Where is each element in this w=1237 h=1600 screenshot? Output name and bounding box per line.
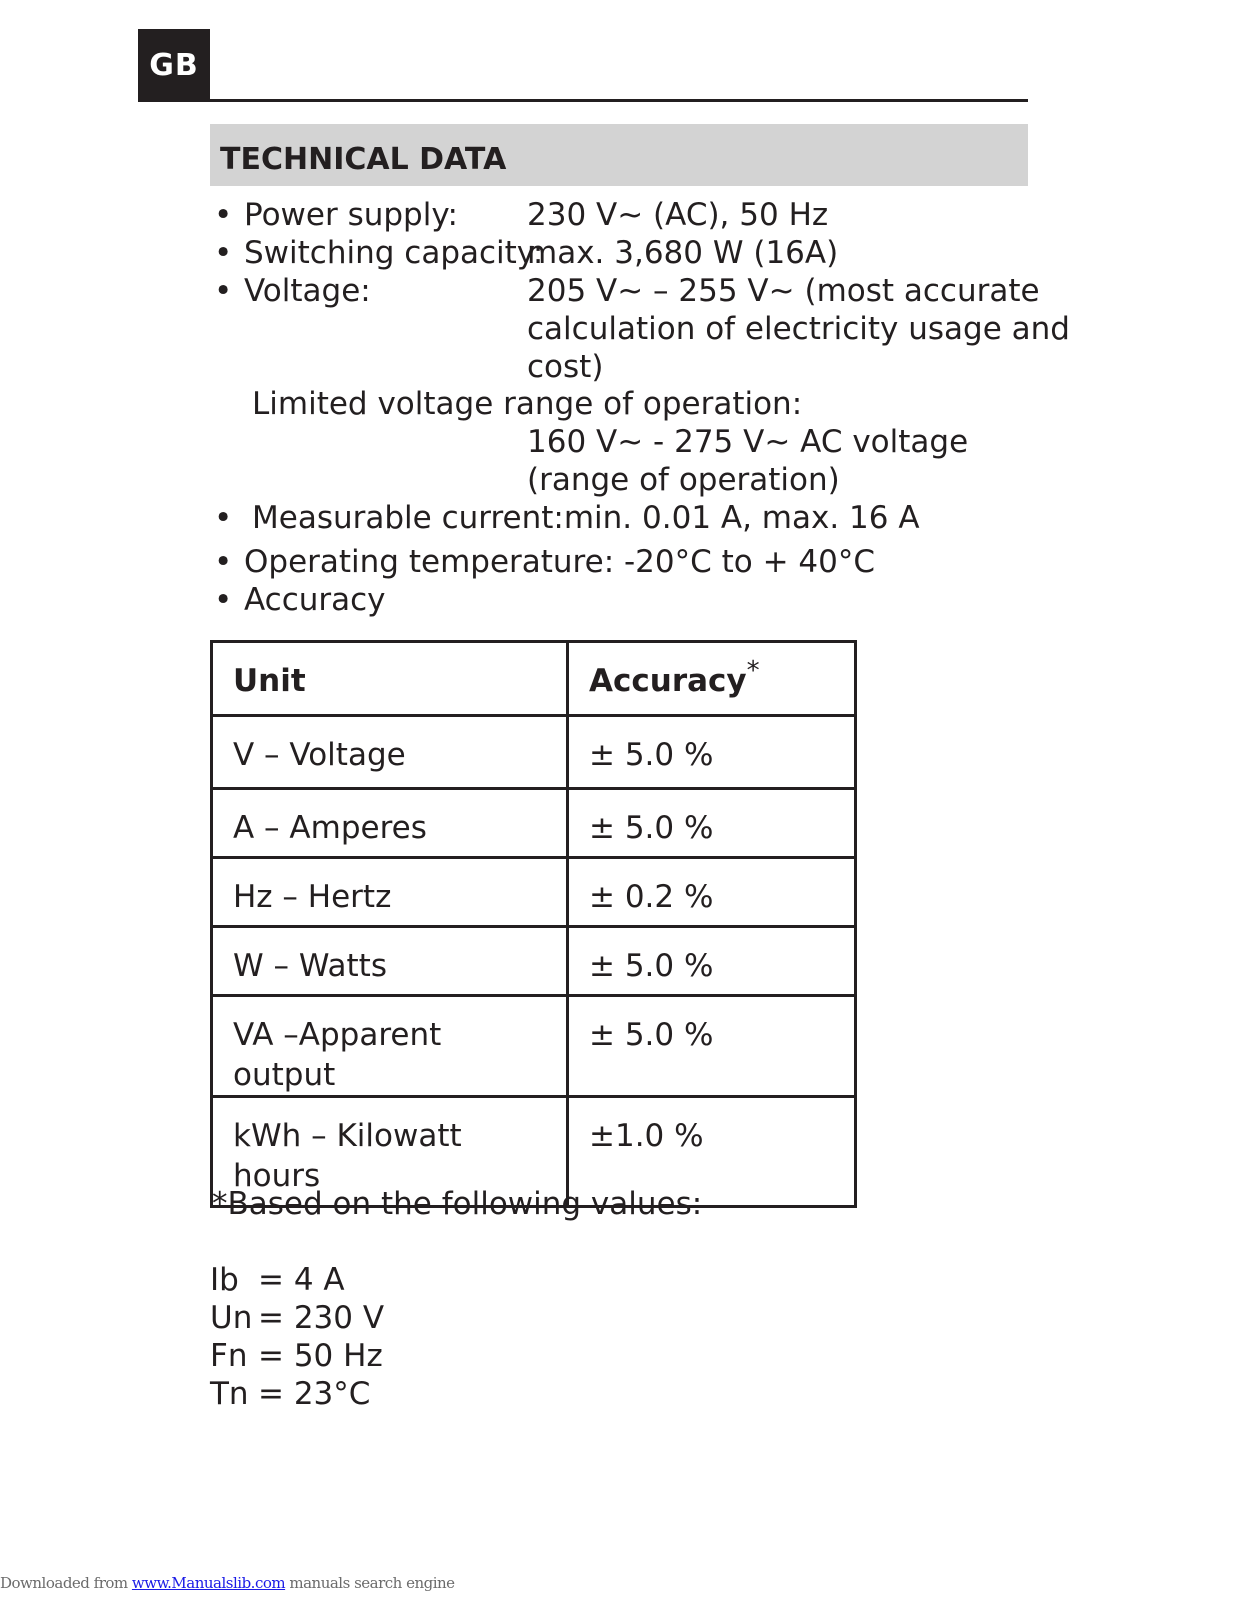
accuracy-cell: ± 5.0 % bbox=[568, 996, 856, 1097]
reference-name: Ib bbox=[210, 1262, 239, 1298]
accuracy-cell: ± 5.0 % bbox=[568, 716, 856, 789]
bullet-icon: • bbox=[214, 500, 233, 536]
column-header-accuracy: Accuracy* bbox=[568, 642, 856, 716]
unit-line: hours bbox=[233, 1158, 321, 1194]
reference-name: Un bbox=[210, 1300, 253, 1336]
voltage-value-line: 205 V~ – 255 V~ (most accurate bbox=[527, 273, 1040, 309]
accuracy-table bbox=[210, 640, 857, 1208]
unit-cell: Hz – Hertz bbox=[212, 858, 568, 927]
limited-voltage-value-line: (range of operation) bbox=[527, 462, 840, 498]
accuracy-cell: ± 0.2 % bbox=[568, 858, 856, 927]
header-rule bbox=[210, 99, 1028, 102]
download-footer bbox=[0, 1574, 455, 1592]
table-header-row bbox=[212, 642, 856, 716]
reference-name: Fn bbox=[210, 1338, 248, 1374]
table-row bbox=[212, 716, 856, 789]
bullet-icon: • bbox=[214, 273, 233, 309]
footnote-intro: *Based on the following values: bbox=[212, 1186, 703, 1222]
table-row bbox=[212, 927, 856, 996]
power-supply-label: Power supply: bbox=[244, 197, 458, 233]
language-tab: GB bbox=[138, 29, 210, 102]
section-title: TECHNICAL DATA bbox=[220, 142, 507, 177]
footer-suffix: manuals search engine bbox=[285, 1574, 455, 1592]
reference-value: = 230 V bbox=[258, 1300, 385, 1336]
reference-value: = 50 Hz bbox=[258, 1338, 383, 1374]
table-row bbox=[212, 858, 856, 927]
accuracy-cell: ± 5.0 % bbox=[568, 789, 856, 858]
switching-capacity-label: Switching capacity: bbox=[244, 235, 544, 271]
unit-cell: VA –Apparent output bbox=[212, 996, 568, 1097]
reference-value: = 4 A bbox=[258, 1262, 345, 1298]
column-header-unit: Unit bbox=[212, 642, 568, 716]
bullet-icon: • bbox=[214, 544, 233, 580]
section-header-bar bbox=[210, 124, 1028, 186]
table-row bbox=[212, 996, 856, 1097]
voltage-label: Voltage: bbox=[244, 273, 371, 309]
accuracy-cell: ± 5.0 % bbox=[568, 927, 856, 996]
power-supply-value: 230 V~ (AC), 50 Hz bbox=[527, 197, 829, 233]
measurable-current: Measurable current:min. 0.01 A, max. 16 A bbox=[252, 500, 920, 536]
accuracy-heading: Accuracy bbox=[244, 582, 386, 618]
reference-name: Tn bbox=[210, 1376, 249, 1412]
accuracy-cell: ±1.0 % bbox=[568, 1097, 856, 1207]
voltage-value-line: calculation of electricity usage and bbox=[527, 311, 1070, 347]
asterisk-marker: * bbox=[746, 656, 760, 686]
voltage-value-line: cost) bbox=[527, 349, 604, 385]
switching-capacity-value: max. 3,680 W (16A) bbox=[527, 235, 839, 271]
manualslib-link[interactable]: www.Manualslib.com bbox=[131, 1574, 286, 1592]
unit-line: kWh – Kilowatt bbox=[233, 1118, 462, 1154]
bullet-icon: • bbox=[214, 235, 233, 271]
limited-voltage-label: Limited voltage range of operation: bbox=[252, 386, 803, 422]
unit-cell: A – Amperes bbox=[212, 789, 568, 858]
operating-temperature: Operating temperature: -20°C to + 40°C bbox=[244, 544, 876, 580]
reference-value: = 23°C bbox=[258, 1376, 371, 1412]
table-row bbox=[212, 789, 856, 858]
bullet-icon: • bbox=[214, 582, 233, 618]
unit-cell: W – Watts bbox=[212, 927, 568, 996]
footer-prefix: Downloaded from bbox=[0, 1574, 132, 1592]
bullet-icon: • bbox=[214, 197, 233, 233]
unit-cell: V – Voltage bbox=[212, 716, 568, 789]
limited-voltage-value-line: 160 V~ - 275 V~ AC voltage bbox=[527, 424, 969, 460]
